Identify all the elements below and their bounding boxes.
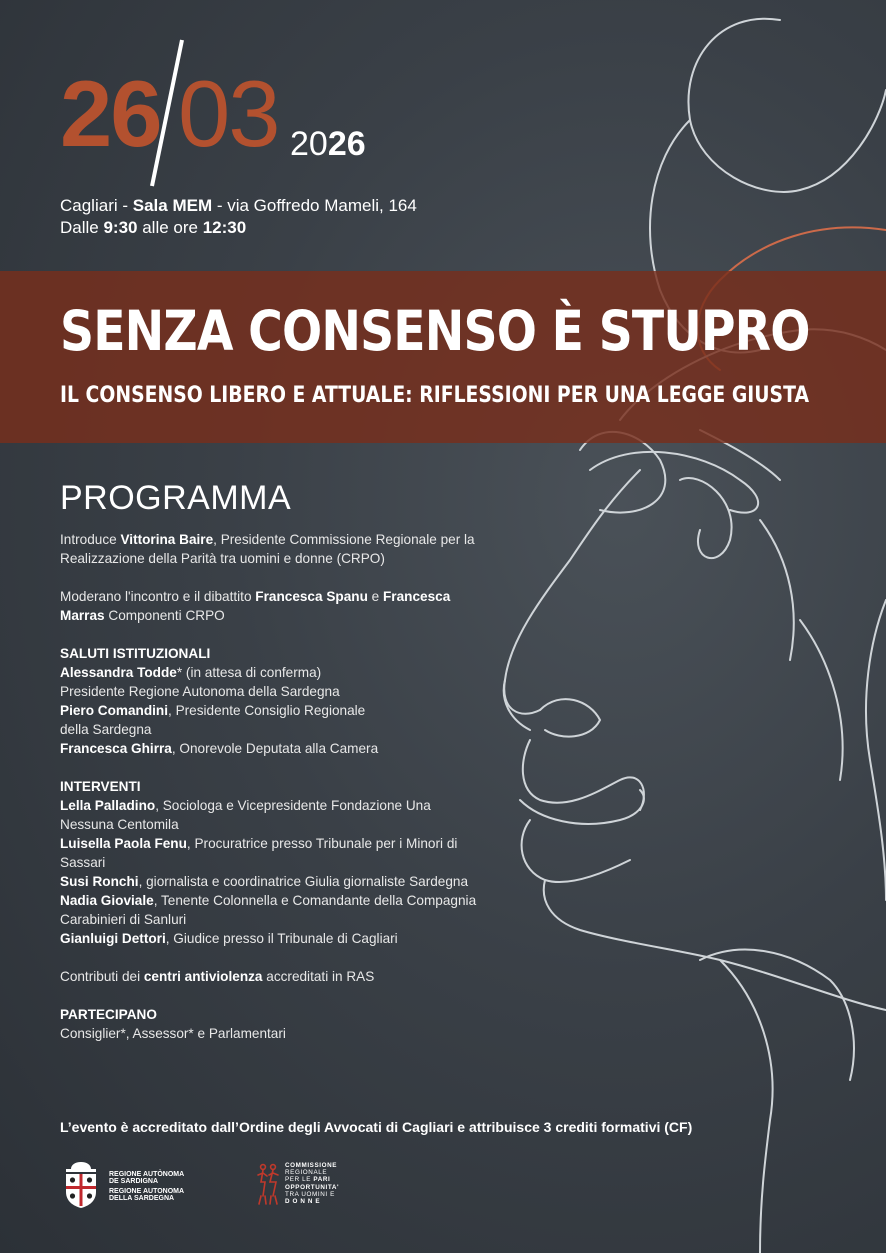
speaker-name: Luisella Paola Fenu [60,836,187,851]
contributions-line [60,967,500,986]
intro-role-continued: Realizzazione della Parità tra uomini e donne (CRPO) [60,551,385,566]
time-mid: alle ore [137,218,203,237]
interventi-item [60,891,500,910]
speaker-name: Nadia Gioviale [60,893,154,908]
interventi-item [60,929,500,948]
date-year [290,124,366,164]
crpo-line-bold: PARI [313,1176,331,1184]
contrib-prefix: Contributi dei [60,969,144,984]
figures-icon [255,1162,281,1206]
logo-crpo [255,1160,375,1210]
speaker-role: , Tenente Colonnella e Comandante della Compagnia [153,893,477,908]
main-title: SENZA CONSENSO È STUPRO [60,299,810,363]
moderators-line-2 [60,606,500,625]
ras-line: REGIONE AUTÒNOMA [109,1171,185,1178]
interventi-item [60,834,500,853]
venue-address: - via Goffredo Mameli, 164 [212,196,417,215]
speaker-role: * (in attesa di conferma) [176,665,322,680]
speaker-role: , Procuratrice presso Tribunale per i Minori di [186,836,458,851]
interventi-item [60,796,500,815]
partecipano-heading [60,1005,500,1024]
crpo-line-pre: PER LE [285,1176,314,1184]
moderators-line [60,587,500,606]
date-year-light: 20 [290,125,328,163]
program-body [60,530,500,1043]
time-end: 12:30 [202,218,247,237]
crpo-line: TRA UOMINI E [285,1190,335,1198]
moderate-role: Componenti CRPO [104,608,225,623]
program-heading: PROGRAMMA [60,479,292,517]
contrib-bold: centri antiviolenza [143,969,263,984]
speaker-name: Alessandra Todde [60,665,177,680]
venue-separator: - [117,196,133,215]
speaker-name: Susi Ronchi [60,874,139,889]
interventi-heading [60,777,500,796]
date-year-bold: 26 [327,125,366,163]
ras-line: DELLA SARDEGNA [109,1195,175,1202]
intro-prefix: Introduce [60,532,121,547]
ras-line: DE SARDIGNA [109,1178,159,1185]
moderate-and: e [367,589,383,604]
crpo-line: REGIONALE [285,1169,328,1177]
speaker-role: , Presidente Consiglio Regionale [168,703,366,718]
intro-role: , Presidente Commissione Regionale per la [213,532,475,547]
venue-hall: Sala MEM [132,196,213,215]
date-month: 03 [178,61,279,166]
speaker-role: , Sociologa e Vicepresidente Fondazione Una [155,798,431,813]
intro-line [60,530,500,549]
speaker-role-continued: della Sardegna [60,722,152,737]
speaker-role: , Giudice presso il Tribunale di Cagliari [165,931,398,946]
crpo-text [285,1162,339,1205]
intro-name: Vittorina Baire [120,532,214,547]
ras-text [109,1171,184,1202]
speaker-name: Gianluigi Dettori [60,931,166,946]
accreditation-note: L’evento è accreditato dall’Ordine degli Avvocati di Cagliari e attribuisce 3 crediti formativi (CF) [60,1119,693,1135]
speaker-role-continued: Sassari [60,855,106,870]
interventi-item [60,872,500,891]
moderator-2-first: Francesca [383,589,451,604]
venue-city: Cagliari [60,196,118,215]
crpo-line: OPPORTUNITA' [285,1183,340,1191]
saluti-item [60,663,500,682]
venue-location [60,195,417,217]
speaker-name: Lella Palladino [60,798,156,813]
crpo-line: COMMISSIONE [285,1162,338,1169]
saluti-item [60,739,500,758]
crpo-line [285,1176,339,1183]
date-day: 26 [60,61,161,166]
speaker-role-continued: Presidente Regione Autonoma della Sardegna [60,684,340,699]
saluti-item [60,701,500,720]
speaker-name: Francesca Ghirra [60,741,172,756]
moderate-prefix: Moderano l'incontro e il dibattito [60,589,256,604]
time-start: 9:30 [103,218,138,237]
crest-icon [60,1160,102,1210]
venue-time [60,217,417,239]
contrib-suffix: accreditati in RAS [262,969,375,984]
date-slash-divider [148,38,188,188]
interventi-heading-text: INTERVENTI [60,779,141,794]
partecipano-text: Consiglier*, Assessor* e Parlamentari [60,1026,286,1041]
speaker-name: Piero Comandini [60,703,169,718]
venue-info [60,195,417,239]
speaker-role-continued: Carabinieri di Sanluri [60,912,187,927]
time-prefix: Dalle [60,218,104,237]
speaker-role: , Onorevole Deputata alla Camera [171,741,379,756]
speaker-role: , giornalista e coordinatrice Giulia giornaliste Sardegna [138,874,469,889]
moderator-1: Francesca Spanu [255,589,368,604]
ras-line: REGIONE AUTONOMA [109,1188,185,1195]
subtitle: IL CONSENSO LIBERO E ATTUALE: RIFLESSIONI PER UNA LEGGE GIUSTA [60,383,810,408]
event-date [60,61,460,194]
moderator-2-last: Marras [60,608,105,623]
crpo-line: D O N N E [285,1198,321,1206]
partecipano-heading-text: PARTECIPANO [60,1007,157,1022]
saluti-heading [60,644,500,663]
logo-regione-sardegna [60,1160,240,1210]
speaker-role-continued: Nessuna Centomila [60,817,179,832]
saluti-heading-text: SALUTI ISTITUZIONALI [60,646,211,661]
